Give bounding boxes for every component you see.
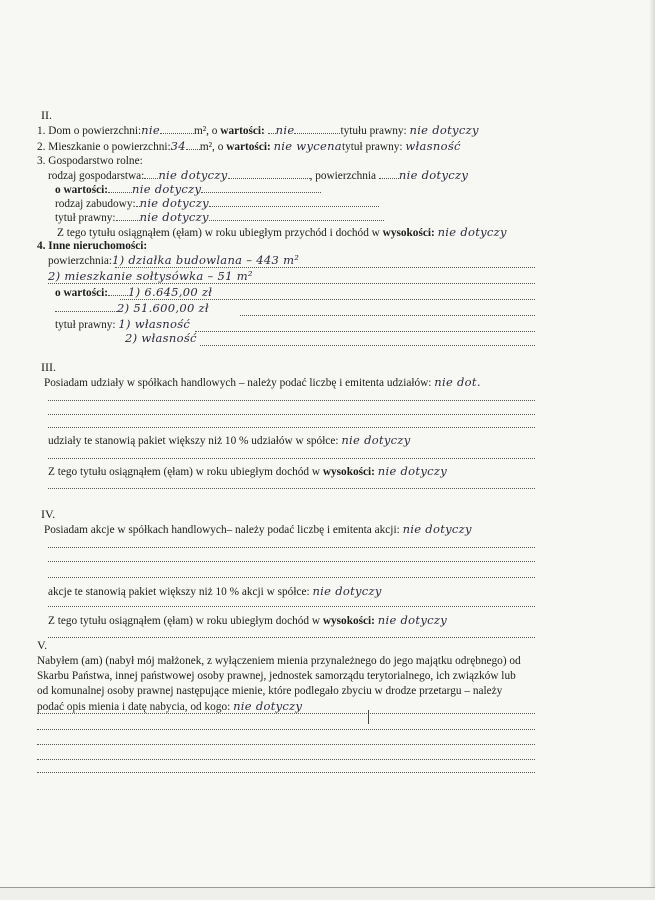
other-value-2: 2) 51.600,00 zł <box>117 301 209 315</box>
section-3-number: III. <box>41 360 56 374</box>
section-4-number: IV. <box>41 507 56 521</box>
farm-title-value: nie dotyczy <box>139 210 209 224</box>
flat-title-value: własność <box>405 139 461 153</box>
other-property-heading: 4. Inne nieruchomości: <box>37 240 148 252</box>
farm-income-line: Z tego tytułu osiągnąłem (ęłam) w roku ubiegłym przychód i dochód w wysokości: nie dotyczy <box>57 225 507 239</box>
farm-type-line: rodzaj gospodarstwa: nie dotyczy , powierzchnia nie dotyczy <box>48 168 469 182</box>
flat-value-label: wartości: <box>226 141 271 153</box>
farm-buildings-value: nie dotyczy <box>139 196 209 210</box>
house-value-value: nie <box>275 123 295 137</box>
stocks-income-value: nie dotyczy <box>377 613 448 627</box>
other-title-value-1: 1) własność <box>118 317 191 331</box>
pen-mark <box>368 710 378 724</box>
other-value-1: 1) 6.645,00 zł <box>128 285 213 299</box>
farm-buildings-line: rodzaj zabudowy: nie dotyczy <box>55 197 379 211</box>
shares-pakiet-line: udziały te stanowią pakiet większy niż 10 % udziałów w spółce: nie dotyczy <box>48 433 411 447</box>
flat-line: 2. Mieszkanie o powierzchni:34 m², o wartości: nie wycenatytuł prawny: własność <box>37 139 461 153</box>
farm-type-value: nie dotyczy <box>158 168 228 182</box>
other-title-value-2: 2) własność <box>125 331 197 345</box>
other-area-value-2: 2) mieszkanie sołtysówka – 51 m² <box>48 269 253 283</box>
farm-area-value: nie dotyczy <box>398 168 469 182</box>
acquired-value: nie dotyczy <box>233 699 303 713</box>
farm-value-line: o wartości: nie dotyczy <box>55 183 321 197</box>
house-value-label: wartości: <box>220 125 265 137</box>
flat-area-value: 34 <box>170 139 186 153</box>
other-area-line: powierzchnia:1) działka budowlana – 443 m² <box>48 253 300 267</box>
other-area-value-1: 1) działka budowlana – 443 m² <box>112 253 300 267</box>
shares-pakiet-value: nie dotyczy <box>341 433 411 447</box>
house-label: 1. Dom o powierzchni: <box>37 125 142 137</box>
farm-title-line: tytuł prawny: nie dotyczy <box>55 211 384 225</box>
section-2-number: II. <box>41 108 52 122</box>
other-title-line: tytuł prawny: 1) własność <box>55 317 191 331</box>
stocks-pakiet-value: nie dotyczy <box>312 584 382 598</box>
other-value-line: o wartości: 1) 6.645,00 zł <box>55 285 213 299</box>
shares-income-line: Z tego tytułu osiągnąłem (ęłam) w roku ubiegłym dochód w wysokości: nie dotyczy <box>48 464 448 478</box>
stocks-line: Posiadam akcje w spółkach handlowych– należy podać liczbę i emitenta akcji: nie dotyczy <box>44 522 472 536</box>
farm-heading: 3. Gospodarstwo rolne: <box>37 155 143 167</box>
stocks-income-line: Z tego tytułu osiągnąłem (ęłam) w roku ubiegłym dochód w wysokości: nie dotyczy <box>48 613 448 627</box>
house-title-value: nie dotyczy <box>409 123 479 137</box>
flat-label: 2. Mieszkanie o powierzchni: <box>37 141 171 153</box>
acquired-line-1: Nabyłem (am) (nabył mój małżonek, z wyłączeniem mienia przynależnego do jego majątku odrębnego) od <box>37 655 521 667</box>
flat-value-value: nie wycena <box>273 139 342 153</box>
scan-right-edge <box>649 0 655 900</box>
other-value-line-2 <box>55 302 209 316</box>
shares-income-value: nie dotyczy <box>377 464 448 478</box>
shares-line: Posiadam udziały w spółkach handlowych – należy podać liczbę i emitenta udziałów: nie dot. <box>44 375 481 389</box>
house-area-value: nie <box>141 123 160 137</box>
section-5-number: V. <box>37 638 48 652</box>
stocks-value: nie dotyczy <box>402 522 472 536</box>
acquired-line-4: podać opis mienia i datę nabycia, od kogo: nie dotyczy <box>37 699 303 713</box>
stocks-pakiet-line: akcje te stanowią pakiet większy niż 10 % akcji w spółce: nie dotyczy <box>48 584 382 598</box>
house-line: 1. Dom o powierzchni:nie m², o wartości: nie tytułu prawny: nie dotyczy <box>37 123 479 137</box>
other-title-line-2 <box>125 332 197 346</box>
scan-bottom-edge <box>0 887 655 900</box>
farm-value-value: nie dotyczy <box>132 182 202 196</box>
other-area-line-2 <box>48 270 253 284</box>
farm-income-value: nie dotyczy <box>437 225 507 239</box>
shares-value: nie dot. <box>434 375 481 389</box>
acquired-line-3: od komunalnej osoby prawnej następujące mienie, które podlegało zbyciu w drodze przetargu – należy <box>37 685 503 697</box>
acquired-line-2: Skarbu Państwa, innej państwowej osoby prawnej, jednostek samorządu terytorialnego, ich związków lub <box>37 670 516 682</box>
